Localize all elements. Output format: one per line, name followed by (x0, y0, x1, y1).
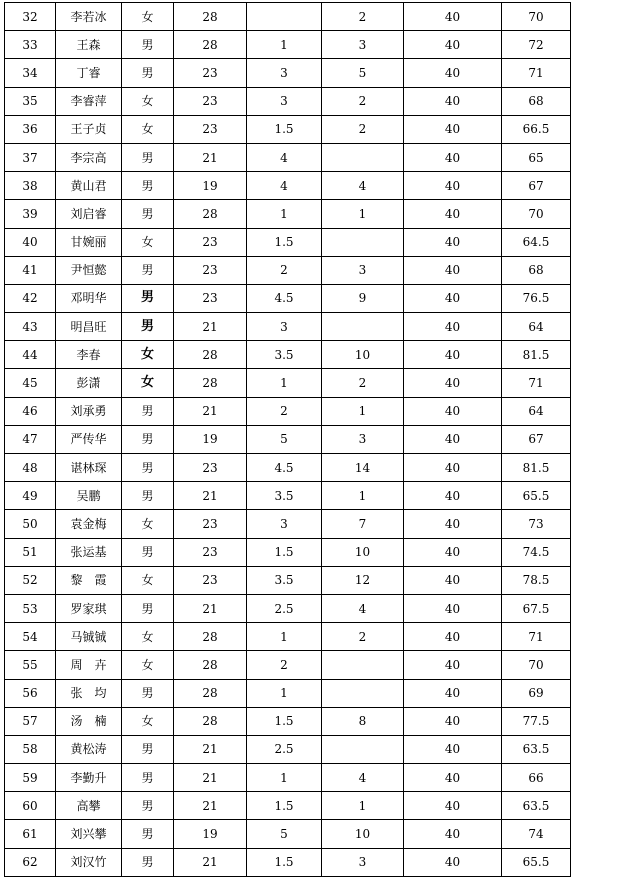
age-cell: 19 (174, 820, 247, 848)
table-row (5, 341, 571, 369)
score-a-cell: 1 (247, 679, 322, 707)
name-cell: 黎 霞 (56, 566, 122, 594)
score-a-cell: 4 (247, 143, 322, 171)
name-cell: 李睿萍 (56, 87, 122, 115)
row-number-cell: 58 (5, 735, 56, 763)
name-cell: 甘婉丽 (56, 228, 122, 256)
age-cell: 19 (174, 425, 247, 453)
score-a-cell: 1 (247, 369, 322, 397)
age-cell: 23 (174, 59, 247, 87)
name-cell: 吴鹏 (56, 482, 122, 510)
table-row (5, 31, 571, 59)
score-b-cell (322, 679, 404, 707)
age-cell: 21 (174, 313, 247, 341)
table-row (5, 397, 571, 425)
total-score-cell: 64.5 (502, 228, 571, 256)
row-number-cell: 44 (5, 341, 56, 369)
base-score-cell: 40 (404, 369, 502, 397)
score-b-cell: 14 (322, 454, 404, 482)
total-score-cell: 66 (502, 764, 571, 792)
name-cell: 尹恒懿 (56, 256, 122, 284)
name-cell: 马铖铖 (56, 623, 122, 651)
row-number-cell: 56 (5, 679, 56, 707)
table-row (5, 707, 571, 735)
score-a-cell: 1 (247, 623, 322, 651)
score-b-cell: 2 (322, 369, 404, 397)
score-b-cell: 4 (322, 764, 404, 792)
row-number-cell: 52 (5, 566, 56, 594)
table-row (5, 594, 571, 622)
name-cell: 周 卉 (56, 651, 122, 679)
score-a-cell: 2 (247, 256, 322, 284)
score-a-cell (247, 3, 322, 31)
score-a-cell: 1.5 (247, 707, 322, 735)
gender-cell: 男 (122, 200, 174, 228)
score-a-cell: 4 (247, 172, 322, 200)
gender-cell: 男 (122, 284, 174, 312)
score-a-cell: 1.5 (247, 115, 322, 143)
total-score-cell: 66.5 (502, 115, 571, 143)
gender-cell: 男 (122, 679, 174, 707)
score-a-cell: 1 (247, 200, 322, 228)
row-number-cell: 35 (5, 87, 56, 115)
age-cell: 21 (174, 735, 247, 763)
base-score-cell: 40 (404, 623, 502, 651)
score-b-cell: 3 (322, 848, 404, 876)
age-cell: 21 (174, 482, 247, 510)
table-body (5, 3, 571, 877)
base-score-cell: 40 (404, 115, 502, 143)
gender-cell: 女 (122, 510, 174, 538)
age-cell: 28 (174, 341, 247, 369)
total-score-cell: 71 (502, 59, 571, 87)
total-score-cell: 70 (502, 651, 571, 679)
name-cell: 李宗高 (56, 143, 122, 171)
table-row (5, 425, 571, 453)
score-b-cell: 4 (322, 172, 404, 200)
score-a-cell: 3 (247, 313, 322, 341)
score-b-cell: 4 (322, 594, 404, 622)
score-b-cell: 10 (322, 341, 404, 369)
row-number-cell: 43 (5, 313, 56, 341)
base-score-cell: 40 (404, 172, 502, 200)
table-row (5, 256, 571, 284)
score-table (4, 2, 571, 877)
name-cell: 张运基 (56, 538, 122, 566)
name-cell: 袁金梅 (56, 510, 122, 538)
table-row (5, 538, 571, 566)
gender-cell: 女 (122, 566, 174, 594)
total-score-cell: 73 (502, 510, 571, 538)
table-row (5, 200, 571, 228)
score-b-cell: 2 (322, 623, 404, 651)
table-row (5, 482, 571, 510)
score-a-cell: 2 (247, 397, 322, 425)
score-b-cell: 9 (322, 284, 404, 312)
table-row (5, 143, 571, 171)
total-score-cell: 74.5 (502, 538, 571, 566)
base-score-cell: 40 (404, 735, 502, 763)
gender-cell: 男 (122, 172, 174, 200)
age-cell: 23 (174, 284, 247, 312)
age-cell: 28 (174, 651, 247, 679)
age-cell: 23 (174, 538, 247, 566)
row-number-cell: 32 (5, 3, 56, 31)
total-score-cell: 68 (502, 87, 571, 115)
age-cell: 23 (174, 115, 247, 143)
name-cell: 黄山君 (56, 172, 122, 200)
table-row (5, 651, 571, 679)
score-a-cell: 1 (247, 764, 322, 792)
age-cell: 28 (174, 200, 247, 228)
score-a-cell: 1.5 (247, 848, 322, 876)
base-score-cell: 40 (404, 87, 502, 115)
name-cell: 严传华 (56, 425, 122, 453)
gender-cell: 女 (122, 651, 174, 679)
score-a-cell: 3.5 (247, 341, 322, 369)
row-number-cell: 49 (5, 482, 56, 510)
gender-cell: 女 (122, 623, 174, 651)
gender-cell: 男 (122, 792, 174, 820)
table-row (5, 735, 571, 763)
score-b-cell (322, 228, 404, 256)
gender-cell: 男 (122, 454, 174, 482)
score-b-cell (322, 735, 404, 763)
base-score-cell: 40 (404, 764, 502, 792)
total-score-cell: 65.5 (502, 848, 571, 876)
table-row (5, 172, 571, 200)
gender-cell: 女 (122, 369, 174, 397)
score-a-cell: 1.5 (247, 228, 322, 256)
table-row (5, 115, 571, 143)
gender-cell: 女 (122, 115, 174, 143)
gender-cell: 男 (122, 425, 174, 453)
total-score-cell: 67 (502, 425, 571, 453)
total-score-cell: 77.5 (502, 707, 571, 735)
row-number-cell: 45 (5, 369, 56, 397)
score-a-cell: 2 (247, 651, 322, 679)
base-score-cell: 40 (404, 228, 502, 256)
base-score-cell: 40 (404, 510, 502, 538)
base-score-cell: 40 (404, 425, 502, 453)
score-b-cell: 1 (322, 397, 404, 425)
score-b-cell: 2 (322, 115, 404, 143)
total-score-cell: 63.5 (502, 735, 571, 763)
row-number-cell: 34 (5, 59, 56, 87)
gender-cell: 女 (122, 87, 174, 115)
total-score-cell: 64 (502, 397, 571, 425)
name-cell: 李春 (56, 341, 122, 369)
total-score-cell: 67 (502, 172, 571, 200)
name-cell: 刘承勇 (56, 397, 122, 425)
row-number-cell: 50 (5, 510, 56, 538)
gender-cell: 男 (122, 143, 174, 171)
age-cell: 28 (174, 3, 247, 31)
score-b-cell: 10 (322, 820, 404, 848)
total-score-cell: 78.5 (502, 566, 571, 594)
name-cell: 张 均 (56, 679, 122, 707)
total-score-cell: 67.5 (502, 594, 571, 622)
score-b-cell: 7 (322, 510, 404, 538)
row-number-cell: 51 (5, 538, 56, 566)
gender-cell: 女 (122, 228, 174, 256)
score-a-cell: 3.5 (247, 482, 322, 510)
score-b-cell (322, 313, 404, 341)
age-cell: 28 (174, 31, 247, 59)
score-b-cell: 5 (322, 59, 404, 87)
gender-cell: 男 (122, 31, 174, 59)
table-row (5, 764, 571, 792)
total-score-cell: 74 (502, 820, 571, 848)
table-row (5, 848, 571, 876)
gender-cell: 男 (122, 764, 174, 792)
score-b-cell: 2 (322, 3, 404, 31)
score-a-cell: 1.5 (247, 792, 322, 820)
name-cell: 王森 (56, 31, 122, 59)
total-score-cell: 64 (502, 313, 571, 341)
base-score-cell: 40 (404, 482, 502, 510)
age-cell: 23 (174, 510, 247, 538)
row-number-cell: 39 (5, 200, 56, 228)
gender-cell: 男 (122, 482, 174, 510)
row-number-cell: 42 (5, 284, 56, 312)
table-row (5, 792, 571, 820)
table-row (5, 369, 571, 397)
score-b-cell: 3 (322, 31, 404, 59)
row-number-cell: 55 (5, 651, 56, 679)
gender-cell: 男 (122, 313, 174, 341)
age-cell: 28 (174, 679, 247, 707)
base-score-cell: 40 (404, 820, 502, 848)
gender-cell: 女 (122, 341, 174, 369)
age-cell: 21 (174, 792, 247, 820)
table-row (5, 313, 571, 341)
total-score-cell: 68 (502, 256, 571, 284)
name-cell: 黄松涛 (56, 735, 122, 763)
score-a-cell: 1.5 (247, 538, 322, 566)
row-number-cell: 41 (5, 256, 56, 284)
age-cell: 23 (174, 454, 247, 482)
row-number-cell: 46 (5, 397, 56, 425)
table-row (5, 679, 571, 707)
table-row (5, 623, 571, 651)
score-b-cell (322, 143, 404, 171)
name-cell: 谌林琛 (56, 454, 122, 482)
row-number-cell: 57 (5, 707, 56, 735)
total-score-cell: 76.5 (502, 284, 571, 312)
total-score-cell: 70 (502, 200, 571, 228)
age-cell: 21 (174, 397, 247, 425)
score-a-cell: 3 (247, 510, 322, 538)
name-cell: 刘汉竹 (56, 848, 122, 876)
total-score-cell: 72 (502, 31, 571, 59)
score-a-cell: 5 (247, 425, 322, 453)
table-row (5, 87, 571, 115)
total-score-cell: 69 (502, 679, 571, 707)
age-cell: 28 (174, 623, 247, 651)
base-score-cell: 40 (404, 3, 502, 31)
name-cell: 王子贞 (56, 115, 122, 143)
name-cell: 汤 楠 (56, 707, 122, 735)
base-score-cell: 40 (404, 200, 502, 228)
gender-cell: 男 (122, 256, 174, 284)
total-score-cell: 81.5 (502, 341, 571, 369)
age-cell: 23 (174, 87, 247, 115)
total-score-cell: 71 (502, 623, 571, 651)
base-score-cell: 40 (404, 651, 502, 679)
name-cell: 丁睿 (56, 59, 122, 87)
row-number-cell: 59 (5, 764, 56, 792)
base-score-cell: 40 (404, 313, 502, 341)
name-cell: 李若冰 (56, 3, 122, 31)
base-score-cell: 40 (404, 848, 502, 876)
base-score-cell: 40 (404, 594, 502, 622)
base-score-cell: 40 (404, 679, 502, 707)
name-cell: 刘启睿 (56, 200, 122, 228)
table-row (5, 820, 571, 848)
base-score-cell: 40 (404, 707, 502, 735)
row-number-cell: 61 (5, 820, 56, 848)
total-score-cell: 71 (502, 369, 571, 397)
gender-cell: 男 (122, 820, 174, 848)
name-cell: 刘兴攀 (56, 820, 122, 848)
score-a-cell: 5 (247, 820, 322, 848)
total-score-cell: 63.5 (502, 792, 571, 820)
name-cell: 邓明华 (56, 284, 122, 312)
score-a-cell: 4.5 (247, 454, 322, 482)
row-number-cell: 38 (5, 172, 56, 200)
row-number-cell: 40 (5, 228, 56, 256)
base-score-cell: 40 (404, 59, 502, 87)
score-a-cell: 3.5 (247, 566, 322, 594)
gender-cell: 男 (122, 538, 174, 566)
table-row (5, 566, 571, 594)
age-cell: 23 (174, 228, 247, 256)
gender-cell: 男 (122, 735, 174, 763)
row-number-cell: 62 (5, 848, 56, 876)
score-a-cell: 4.5 (247, 284, 322, 312)
table-row (5, 228, 571, 256)
base-score-cell: 40 (404, 792, 502, 820)
gender-cell: 男 (122, 594, 174, 622)
age-cell: 21 (174, 594, 247, 622)
name-cell: 彭潇 (56, 369, 122, 397)
base-score-cell: 40 (404, 454, 502, 482)
score-b-cell (322, 651, 404, 679)
age-cell: 21 (174, 143, 247, 171)
score-b-cell: 3 (322, 425, 404, 453)
row-number-cell: 48 (5, 454, 56, 482)
base-score-cell: 40 (404, 31, 502, 59)
score-b-cell: 2 (322, 87, 404, 115)
score-a-cell: 1 (247, 31, 322, 59)
score-b-cell: 1 (322, 482, 404, 510)
total-score-cell: 65.5 (502, 482, 571, 510)
name-cell: 明昌旺 (56, 313, 122, 341)
score-b-cell: 1 (322, 200, 404, 228)
row-number-cell: 60 (5, 792, 56, 820)
score-a-cell: 3 (247, 87, 322, 115)
gender-cell: 男 (122, 59, 174, 87)
age-cell: 19 (174, 172, 247, 200)
table-row (5, 510, 571, 538)
row-number-cell: 33 (5, 31, 56, 59)
base-score-cell: 40 (404, 143, 502, 171)
base-score-cell: 40 (404, 284, 502, 312)
total-score-cell: 81.5 (502, 454, 571, 482)
table-row (5, 59, 571, 87)
name-cell: 罗家琪 (56, 594, 122, 622)
score-b-cell: 10 (322, 538, 404, 566)
name-cell: 高攀 (56, 792, 122, 820)
name-cell: 李勤升 (56, 764, 122, 792)
table-row (5, 3, 571, 31)
base-score-cell: 40 (404, 538, 502, 566)
total-score-cell: 70 (502, 3, 571, 31)
score-a-cell: 2.5 (247, 594, 322, 622)
score-a-cell: 2.5 (247, 735, 322, 763)
row-number-cell: 37 (5, 143, 56, 171)
base-score-cell: 40 (404, 566, 502, 594)
base-score-cell: 40 (404, 341, 502, 369)
age-cell: 28 (174, 369, 247, 397)
age-cell: 28 (174, 707, 247, 735)
gender-cell: 男 (122, 848, 174, 876)
base-score-cell: 40 (404, 397, 502, 425)
gender-cell: 女 (122, 707, 174, 735)
score-b-cell: 8 (322, 707, 404, 735)
gender-cell: 女 (122, 3, 174, 31)
total-score-cell: 65 (502, 143, 571, 171)
score-b-cell: 12 (322, 566, 404, 594)
base-score-cell: 40 (404, 256, 502, 284)
table-row (5, 284, 571, 312)
row-number-cell: 47 (5, 425, 56, 453)
row-number-cell: 53 (5, 594, 56, 622)
age-cell: 23 (174, 256, 247, 284)
score-a-cell: 3 (247, 59, 322, 87)
age-cell: 21 (174, 764, 247, 792)
score-b-cell: 1 (322, 792, 404, 820)
row-number-cell: 54 (5, 623, 56, 651)
score-b-cell: 3 (322, 256, 404, 284)
gender-cell: 男 (122, 397, 174, 425)
row-number-cell: 36 (5, 115, 56, 143)
age-cell: 23 (174, 566, 247, 594)
table-row (5, 454, 571, 482)
age-cell: 21 (174, 848, 247, 876)
